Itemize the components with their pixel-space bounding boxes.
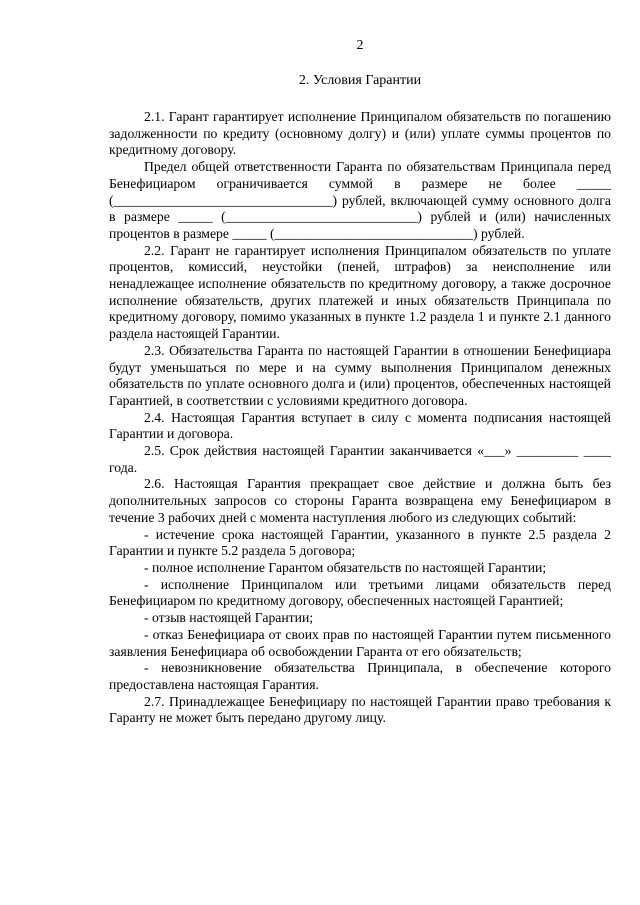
- list-item-revocation: - отзыв настоящей Гарантии;: [144, 610, 314, 626]
- paragraph-liability-limit: Предел общей ответственности Гаранта по обязательствам Принципала перед Бенефициаром ограничивается суммой в размере не более _____ (________________________________) рублей, включающей сумму основного долга в размере _____ (____________________________) рублей и (или) начисленных процентов в размере _____ (_____________________________) рублей.: [109, 159, 611, 241]
- paragraph-2-4: 2.4. Настоящая Гарантия вступает в силу с момента подписания настоящей Гарантии и договора.: [109, 409, 611, 442]
- paragraph-2-5: 2.5. Срок действия настоящей Гарантии заканчивается «___» _________ ____ года.: [109, 443, 611, 475]
- page-number: 2: [356, 38, 364, 53]
- paragraph-2-1: 2.1. Гарант гарантирует исполнение Принципалом обязательств по погашению задолженности по кредиту (основному долгу) и (или) уплате суммы процентов по кредитному договору.: [109, 109, 611, 158]
- section-title: 2. Условия Гарантии: [298, 73, 422, 88]
- list-item-principal-performance: - исполнение Принципалом или третьими лицами обязательств перед Бенефициаром по кредитному договору, обеспеченных настоящей Гарантией;: [109, 576, 611, 609]
- list-item-term-expiry: - истечение срока настоящей Гарантии, указанного в пункте 2.5 раздела 2 Гарантии и пункте 5.2 раздела 5 договора;: [109, 526, 611, 559]
- paragraph-2-6: 2.6. Настоящая Гарантия прекращает свое действие и должна быть без дополнительных запросов со стороны Гаранта возвращена ему Бенефициаром в течение 3 рабочих дней с момента наступления любого из следующих событий:: [109, 476, 611, 525]
- paragraph-2-7: 2.7. Принадлежащее Бенефициару по настоящей Гарантии право требования к Гаранту не может быть передано другому лицу.: [109, 693, 611, 726]
- document-body: [109, 109, 611, 727]
- list-item-non-arising: - невозникновение обязательства Принципала, в обеспечение которого предоставлена настоящая Гарантия.: [109, 660, 611, 692]
- paragraph-2-3: 2.3. Обязательства Гаранта по настоящей Гарантии в отношении Бенефициара будут уменьшаться по мере и на сумму выполнения Принципалом денежных обязательств по уплате основного долга и (или) процентов, обеспеченных настоящей Гарантией, в соответствии с условиями кредитного договора.: [109, 342, 611, 408]
- paragraph-2-2: 2.2. Гарант не гарантирует исполнения Принципалом обязательств по уплате процентов, комиссий, неустойки (пеней, штрафов) за неисполнение или ненадлежащее исполнение обязательств по кредитному договору, а также досрочное исполнение обязательств, других платежей и иных обязательств Принципала по кредитному договору, помимо указанных в пункте 1.2 раздела 1 и пункте 2.1 данного раздела настоящей Гарантии.: [109, 242, 611, 342]
- list-item-beneficiary-waiver: - отказ Бенефициара от своих прав по настоящей Гарантии путем письменного заявления Бенефициара об освобождении Гаранта от его обязательств;: [109, 626, 611, 659]
- list-item-full-performance: - полное исполнение Гарантом обязательств по настоящей Гарантии;: [144, 559, 547, 575]
